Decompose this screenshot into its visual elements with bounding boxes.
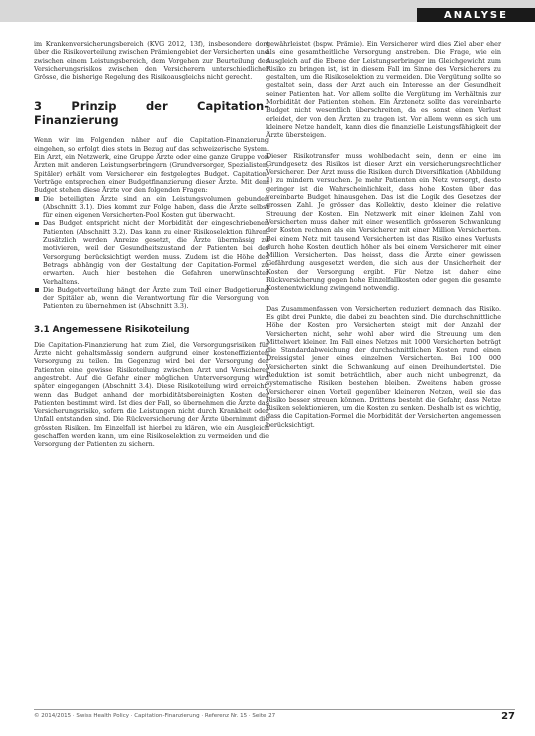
- bullet-item: Das Budget entspricht nicht der Morbidität der eingeschriebenen Patienten (Abschnitt 3.2). Das kann zu einer Risikoselektion führen. Zusätzlich werden Anreize gesetzt, die Ärzte übermässig zu motivieren, weil der Gesundheitszustand der Patienten bei der Versorgung berücksichtigt werden muss. Zudem ist die Höhe des Betrags abhängig von der Gestaltung der Capitation-Formel zu erwarten. Auch hier bestehen die Gefahren unerwünschter Verhaltens.: [34, 219, 269, 285]
- subsection-paragraph: Die Capitation-Finanzierung hat zum Ziel, die Versorgungsrisiken für Ärzte nicht gehaltsmässig sondern aufgrund einer kosteneffizienten Versorgung zu teilen. Im Gegenzug wird bei der Versorgung der Patienten eine gewisse Risikoteilung zwischen Arzt und Versicherer angestrebt. Auf die Gefahr einer möglichen Unterversorgung wird später eingegangen (Abschnitt 3.4). Diese Risikoteilung wird erreicht, wenn das Budget anhand der morbiditätsbereinigten Kosten der Patienten bestimmt wird. Ist dies der Fall, so übernehmen die Ärzte das Versicherungsrisiko, sofern die Leistungen nicht durch Krankheit oder Unfall entstanden sind. Die Rückversicherung der Ärzte übernimmt die grössten Risiken. Im Einzelfall ist hierbei zu klären, wie ein Ausgleich geschaffen werden kann, um eine Risikoselektion zu vermeiden und die Versorgung der Patienten zu sichern.: [34, 340, 269, 449]
- right-paragraph-3: Das Zusammenfassen von Versicherten reduziert demnach das Risiko. Es gibt drei Punkte, die dabei zu beachten sind. Die durchschnittliche Höhe der Kosten pro Versicherten steigt mit der Anzahl der Versicherten nicht, sehr wohl aber wird die Streuung um den Mittelwert kleiner. Im Fall eines Netzes mit 1000 Versicherten beträgt die Standardabweichung der durchschnittlichen Kosten rund einen Dreissigstel jener eines einzelnen Versicherten. Bei 100 000 Versicherten sinkt die Schwankung auf einen Dreihundertstel. Die Reduktion ist somit beträchtlich, aber auch nicht unbegrenzt, da systematische Risiken bestehen bleiben. Zweitens haben grosse Versicherer einen Vorteil gegenüber kleineren Netzen, weil sie das Risiko besser streuen können. Drittens besteht die Gefahr, dass Netze Risiken selektionieren, um die Kosten zu senken. Deshalb ist es wichtig, dass die Capitation-Formel die Morbidität der Versicherten angemessen berücksichtigt.: [266, 304, 501, 429]
- right-paragraph-1: gewährleistet (bspw. Prämie). Ein Versicherer wird dies Ziel aber eher als eine gesamtheitliche Versorgung anstreben. Die Frage, wie ein Ausgleich auf die Ebene der Leistungserbringer im Gleichgewicht zum Risiko zu bringen ist, ist in diesem Fall im Sinne des Versicherers zu gestalten, um die Risikoselektion zu vermeiden. Die Vergütung sollte so gestaltet sein, dass der Arzt auch ein Interesse an der Gesundheit seiner Patienten hat. Vor allem sollte die Vergütung im Verhältnis zur Morbidität der Patienten stehen. Ein Ärztenetz sollte das vereinbarte Budget nicht wesentlich überschreiten, da es sonst einen Verlust erleidet, der von den Ärzten zu tragen ist. Vor allem wenn es sich um kleinere Netze handelt, kann dies die finanzielle Leistungsfähigkeit der Ärzte übersteigen.: [266, 40, 501, 140]
- left-column: [34, 40, 269, 449]
- footer-divider: [34, 709, 515, 710]
- section-label: ANALYSE: [417, 8, 535, 22]
- bullet-item: Die beteiligten Ärzte sind an ein Leistungsvolumen gebunden (Abschnitt 3.1). Dies kommt zur Folge haben, dass die Ärzte selbst für einen eigenen Versicherten-Pool Kosten gut überwacht.: [34, 195, 269, 220]
- intro-paragraph: im Krankenversicherungsbereich (KVG 2012, 13f), insbesondere dort über die Risikoverteilung zwischen Prämiengebiet der Versicherten und zwischen einem Leistungsbereich, dem Vorgehen zur Beurteilung des Versicherungsrisikos zwischen den Versicherern unterschiedlicher Grösse, die bisherige Regelung des Risikoausgleichs nicht gerecht.: [34, 40, 269, 82]
- subsection-heading: 3.1 Angemessene Risikoteilung: [34, 324, 190, 335]
- section-heading: 3 Prinzip der Capitation-Finanzierung: [34, 99, 269, 128]
- page-footer: [34, 712, 515, 724]
- page-number: 27: [501, 711, 515, 722]
- right-paragraph-2: Dieser Risikotransfer muss wohlbedacht sein, denn er eine im Grundgesetz des Risikos ist dieser Arzt ein versicherungsrechtlicher Versicherer. Der Arzt muss die Risiken durch Diversifikation (Abbildung 1) zu mindern versuchen. Je mehr Patienten ein Netz versorgt, desto geringer ist die Wahrscheinlichkeit, dass hohe Kosten über das vereinbarte Budget hinausgehen. Das ist die Logik des Gesetzes der grossen Zahl. Je grösser das Kollektiv, desto kleiner die relative Streuung der Kosten. Ein Netzwerk mit einer kleinen Zahl von Versicherten muss daher mit einer wesentlich grösseren Schwankung der Kosten rechnen als ein Versicherer mit einer Million Versicherten. Bei einem Netz mit tausend Versicherten ist das Risiko eines Verlusts durch hohe Kosten deutlich höher als bei einem Versicherer mit einer Million Versicherten. Das heisst, dass die Ärzte einer gewissen Gefährdung ausgesetzt werden, die sich aus der Unsicherheit der Kosten der Versorgung ergibt. Für Netze ist daher eine Rückversicherung gegen hohe Einzelfallkosten oder gegen die gesamte Kostenentwicklung zwingend notwendig.: [266, 151, 501, 293]
- section-paragraph: Wenn wir im Folgenden näher auf die Capitation-Finanzierung eingehen, so erfolgt dies stets in Bezug auf das schweizerische System. Ein Arzt, ein Netzwerk, eine Gruppe Ärzte oder eine ganze Gruppe von Ärzten mit anderen Leistungserbringern (Grundversorger, Spezialisten, Spitäler) erhält vom Versicherer ein festgelegtes Budget. Capitation-Verträge entsprechen einer Budgetfinanzierung dieser Ärzte. Mit dem Budget stehen diese Ärzte vor den folgenden Fragen:: [34, 136, 269, 195]
- bullet-list: [34, 195, 269, 311]
- footer-citation: © 2014/2015 · Swiss Health Policy · Capitation-Finanzierung · Referenz Nr. 15 · Seite 27: [34, 713, 276, 719]
- bullet-item: Die Budgetverteilung hängt der Ärzte zum Teil einer Budgetierung der Spitäler ab, wenn die Verantwortung für die Versorgung von Patienten zu übernehmen ist (Abschnitt 3.3).: [34, 286, 269, 311]
- right-column: [266, 40, 501, 429]
- header-banner: [0, 0, 535, 22]
